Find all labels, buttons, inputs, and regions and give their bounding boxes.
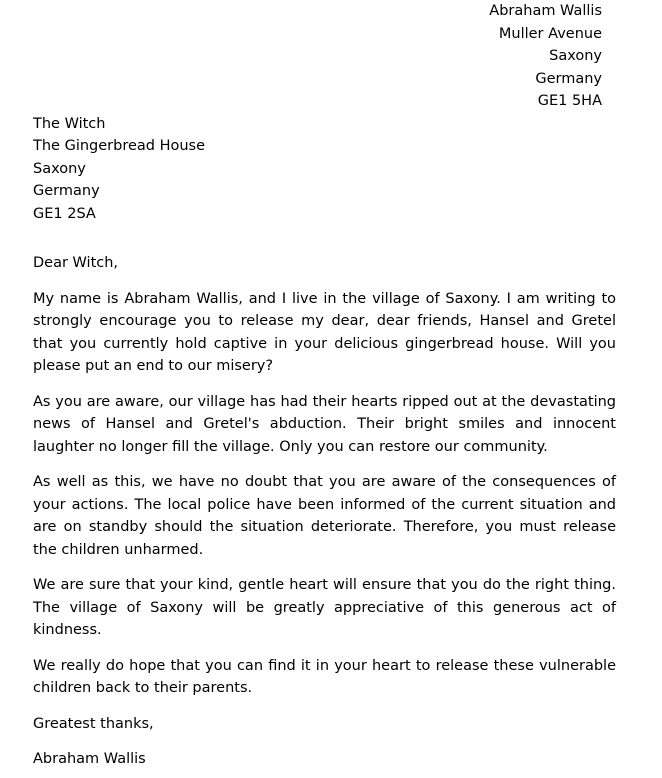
sender-address-block: [33, 0, 616, 113]
recipient-region: Saxony: [33, 160, 86, 177]
body-paragraph-2: As you are aware, our village has had their hearts ripped out at the devastating news of Hansel and Gretel's abduction. Their bright smiles and innocent laughter no longer fill the village. Only you can restore our community.: [33, 393, 616, 455]
sender-postcode: GE1 5HA: [537, 93, 602, 109]
recipient-name: The Witch: [33, 115, 106, 132]
sender-street: Muller Avenue: [498, 25, 602, 42]
body-paragraph-4: We are sure that your kind, gentle heart will ensure that you do the right thing. The village of Saxony will be greatly appreciative of this generous act of kindness.: [33, 577, 616, 638]
body-paragraph-3: As well as this, we have no doubt that you are aware of the consequences of your actions. The local police have been informed of the current situation and are on standby should the situation deteriorate. Therefore, you must release the children unharmed.: [33, 474, 616, 558]
sender-region: Saxony: [549, 48, 602, 64]
recipient-country: Germany: [33, 183, 100, 199]
recipient-address-block: [33, 113, 616, 226]
sender-name: Abraham Wallis: [489, 3, 602, 19]
recipient-street: The Gingerbread House: [33, 138, 206, 154]
salutation: Dear Witch,: [33, 255, 119, 271]
sender-country: Germany: [535, 70, 602, 87]
signature: Abraham Wallis: [33, 751, 146, 767]
closing: Greatest thanks,: [33, 715, 154, 732]
recipient-postcode: GE1 2SA: [33, 205, 96, 222]
body-paragraph-5: We really do hope that you can find it in your heart to release these vulnerable children back to their parents.: [33, 657, 616, 696]
body-paragraph-1: My name is Abraham Wallis, and I live in the village of Saxony. I am writing to strongly encourage you to release my dear, dear friends, Hansel and Gretel that you currently hold captive in your delicious gingerbread house. Will you please put an end to our misery?: [33, 290, 616, 374]
